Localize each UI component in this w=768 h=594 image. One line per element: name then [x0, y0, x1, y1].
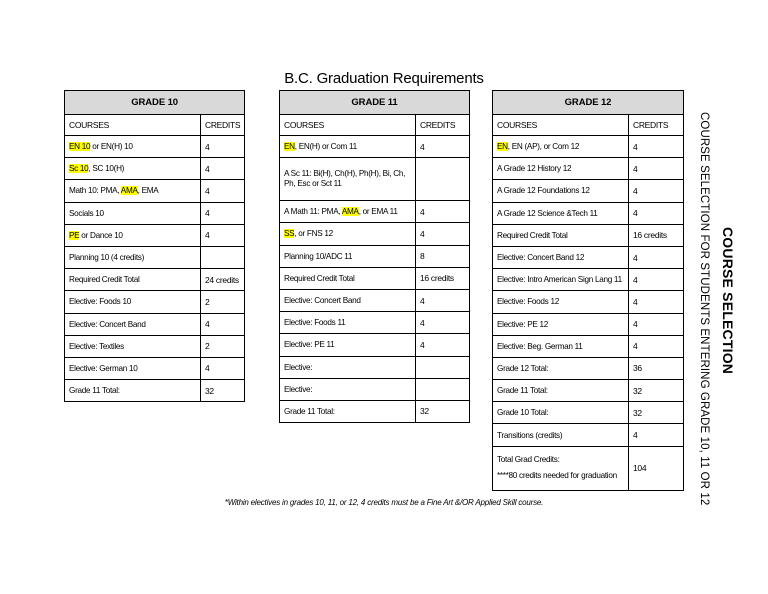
grade-12-heading: GRADE 12: [493, 91, 684, 115]
table-row: [65, 335, 245, 357]
course-cell: [65, 224, 201, 246]
credits-cell: 4: [629, 246, 684, 268]
credits-cell: 4: [629, 424, 684, 446]
table-row: [65, 380, 245, 402]
credits-column-header: CREDITS: [629, 115, 684, 136]
credits-cell: [416, 378, 470, 400]
course-cell: Elective: PE 12: [493, 313, 629, 335]
course-cell: Elective: German 10: [65, 357, 201, 379]
table-row: [493, 224, 684, 246]
credits-cell: 4: [416, 334, 470, 356]
highlighted-course: EN: [497, 142, 508, 152]
course-cell: [280, 201, 416, 223]
credits-cell: 32: [629, 380, 684, 402]
course-cell: Elective: Concert Band 12: [493, 246, 629, 268]
course-cell: Planning 10 (4 credits): [65, 246, 201, 268]
highlighted-course: AMA: [341, 207, 359, 217]
side-subheading: COURSE SELECTION FOR STUDENTS ENTERING GRADE 10, 11 OR 12: [698, 112, 710, 506]
table-row: [280, 378, 470, 400]
course-cell: Transitions (credits): [493, 424, 629, 446]
courses-column-header: COURSES: [65, 115, 201, 136]
course-text: , or EMA 11: [358, 207, 398, 217]
course-cell: Elective: Foods 11: [280, 312, 416, 334]
table-row: [65, 202, 245, 224]
credits-cell: 4: [629, 202, 684, 224]
grade-10-table: [64, 90, 245, 402]
course-cell: Grade 11 Total:: [65, 380, 201, 402]
credits-cell: [416, 356, 470, 378]
course-cell: Elective: Concert Band: [280, 289, 416, 311]
table-row: [280, 400, 470, 422]
credits-cell: 4: [629, 180, 684, 202]
course-text: or EN(H) 10: [90, 142, 133, 152]
grade-11-heading: GRADE 11: [280, 91, 470, 115]
credits-cell: [201, 246, 245, 268]
courses-column-header: COURSES: [493, 115, 629, 136]
highlighted-course: SS: [284, 229, 295, 239]
course-text: , EN(H) or Com 11: [294, 142, 357, 152]
credits-cell: 4: [416, 136, 470, 158]
course-cell: Required Credit Total: [280, 267, 416, 289]
credits-cell: 4: [629, 291, 684, 313]
table-row: [493, 380, 684, 402]
highlighted-course: Sc 10: [69, 164, 89, 174]
credits-cell: 16 credits: [629, 224, 684, 246]
highlighted-course: PE: [69, 230, 80, 240]
table-row: [493, 402, 684, 424]
footnote: *Within electives in grades 10, 11, or 12, 4 credits must be a Fine Art &/OR Applied Skill course.: [224, 498, 544, 507]
credits-cell: 2: [201, 335, 245, 357]
table-row: [493, 291, 684, 313]
course-cell: Required Credit Total: [65, 269, 201, 291]
course-cell: [65, 180, 201, 202]
table-row: [280, 289, 470, 311]
table-row: [280, 334, 470, 356]
course-cell: Elective: Concert Band: [65, 313, 201, 335]
credits-cell: 4: [416, 223, 470, 245]
total-grad-credits-row: [493, 446, 684, 490]
highlighted-course: EN: [284, 142, 295, 152]
graduation-requirement-note: ****80 credits needed for graduation: [497, 471, 617, 481]
course-text: or Dance 10: [79, 230, 123, 240]
grade-11-table: [279, 90, 470, 423]
table-row: [65, 136, 245, 158]
course-cell: A Grade 12 Foundations 12: [493, 180, 629, 202]
course-cell: A Grade 12 History 12: [493, 158, 629, 180]
credits-cell: 32: [201, 380, 245, 402]
course-cell: [493, 136, 629, 158]
course-text: , EN (AP), or Com 12: [507, 142, 580, 152]
course-text: A Math 11: PMA,: [284, 207, 342, 217]
credits-cell: 4: [416, 312, 470, 334]
course-text: , SC 10(H): [88, 164, 125, 174]
credits-cell: 4: [416, 289, 470, 311]
table-row: [280, 158, 470, 201]
credits-cell: 4: [629, 313, 684, 335]
table-row: [280, 223, 470, 245]
table-row: [65, 224, 245, 246]
credits-cell: 4: [629, 136, 684, 158]
course-cell: Elective: Beg. German 11: [493, 335, 629, 357]
course-cell: Grade 10 Total:: [493, 402, 629, 424]
highlighted-course: EN 10: [69, 142, 91, 152]
course-cell: Planning 10/ADC 11: [280, 245, 416, 267]
course-cell: [493, 446, 629, 490]
credits-cell: 36: [629, 357, 684, 379]
course-cell: [65, 158, 201, 180]
course-cell: A Grade 12 Science &Tech 11: [493, 202, 629, 224]
credits-cell: 4: [629, 335, 684, 357]
table-row: [493, 202, 684, 224]
course-cell: [280, 136, 416, 158]
course-cell: Grade 11 Total:: [493, 380, 629, 402]
course-cell: Socials 10: [65, 202, 201, 224]
table-row: [493, 269, 684, 291]
course-cell: Grade 12 Total:: [493, 357, 629, 379]
credits-cell: 4: [629, 269, 684, 291]
grade-12-table: [492, 90, 684, 491]
table-row: [493, 246, 684, 268]
credits-cell: 4: [201, 136, 245, 158]
credits-column-header: CREDITS: [201, 115, 245, 136]
credits-cell: 4: [201, 202, 245, 224]
table-row: [65, 180, 245, 202]
course-cell: A Sc 11: Bi(H), Ch(H), Ph(H), Bi, Ch, Ph, Esc or Sct 11: [280, 158, 416, 201]
table-row: [493, 335, 684, 357]
courses-column-header: COURSES: [280, 115, 416, 136]
credits-cell: [416, 158, 470, 201]
table-row: [65, 246, 245, 268]
course-cell: Elective: Foods 12: [493, 291, 629, 313]
course-cell: [65, 136, 201, 158]
table-row: [65, 313, 245, 335]
course-text: , or FNS 12: [294, 229, 333, 239]
table-row: [280, 201, 470, 223]
page-title: B.C. Graduation Requirements: [284, 70, 484, 87]
table-row: [280, 245, 470, 267]
credits-cell: 4: [416, 201, 470, 223]
credits-cell: 4: [201, 224, 245, 246]
table-row: [493, 357, 684, 379]
table-row: [280, 312, 470, 334]
credits-cell: 4: [201, 313, 245, 335]
table-row: [65, 269, 245, 291]
total-grad-credits-label: Total Grad Credits:: [497, 455, 560, 465]
credits-cell: 4: [629, 158, 684, 180]
course-cell: Grade 11 Total:: [280, 400, 416, 422]
table-row: [493, 158, 684, 180]
table-row: [280, 267, 470, 289]
credits-column-header: CREDITS: [416, 115, 470, 136]
highlighted-course: AMA: [120, 186, 138, 196]
course-text: , EMA: [137, 186, 159, 196]
credits-cell: 4: [201, 158, 245, 180]
table-row: [493, 313, 684, 335]
course-cell: [280, 223, 416, 245]
credits-cell: 4: [201, 357, 245, 379]
course-cell: Elective: Intro American Sign Lang 11: [493, 269, 629, 291]
table-row: [65, 357, 245, 379]
total-grad-credits-value: 104: [629, 446, 684, 490]
course-cell: Elective: Foods 10: [65, 291, 201, 313]
credits-cell: 2: [201, 291, 245, 313]
grade-10-heading: GRADE 10: [65, 91, 245, 115]
table-row: [493, 180, 684, 202]
table-row: [493, 424, 684, 446]
credits-cell: 16 credits: [416, 267, 470, 289]
table-row: [493, 136, 684, 158]
course-cell: Elective:: [280, 356, 416, 378]
credits-cell: 32: [629, 402, 684, 424]
course-text: Math 10: PMA,: [69, 186, 121, 196]
credits-cell: 32: [416, 400, 470, 422]
table-row: [280, 356, 470, 378]
course-cell: Required Credit Total: [493, 224, 629, 246]
table-row: [65, 158, 245, 180]
credits-cell: 4: [201, 180, 245, 202]
credits-cell: 8: [416, 245, 470, 267]
credits-cell: 24 credits: [201, 269, 245, 291]
course-cell: Elective: Textiles: [65, 335, 201, 357]
table-row: [280, 136, 470, 158]
table-row: [65, 291, 245, 313]
side-heading: COURSE SELECTION: [720, 227, 736, 375]
course-cell: Elective:: [280, 378, 416, 400]
course-cell: Elective: PE 11: [280, 334, 416, 356]
